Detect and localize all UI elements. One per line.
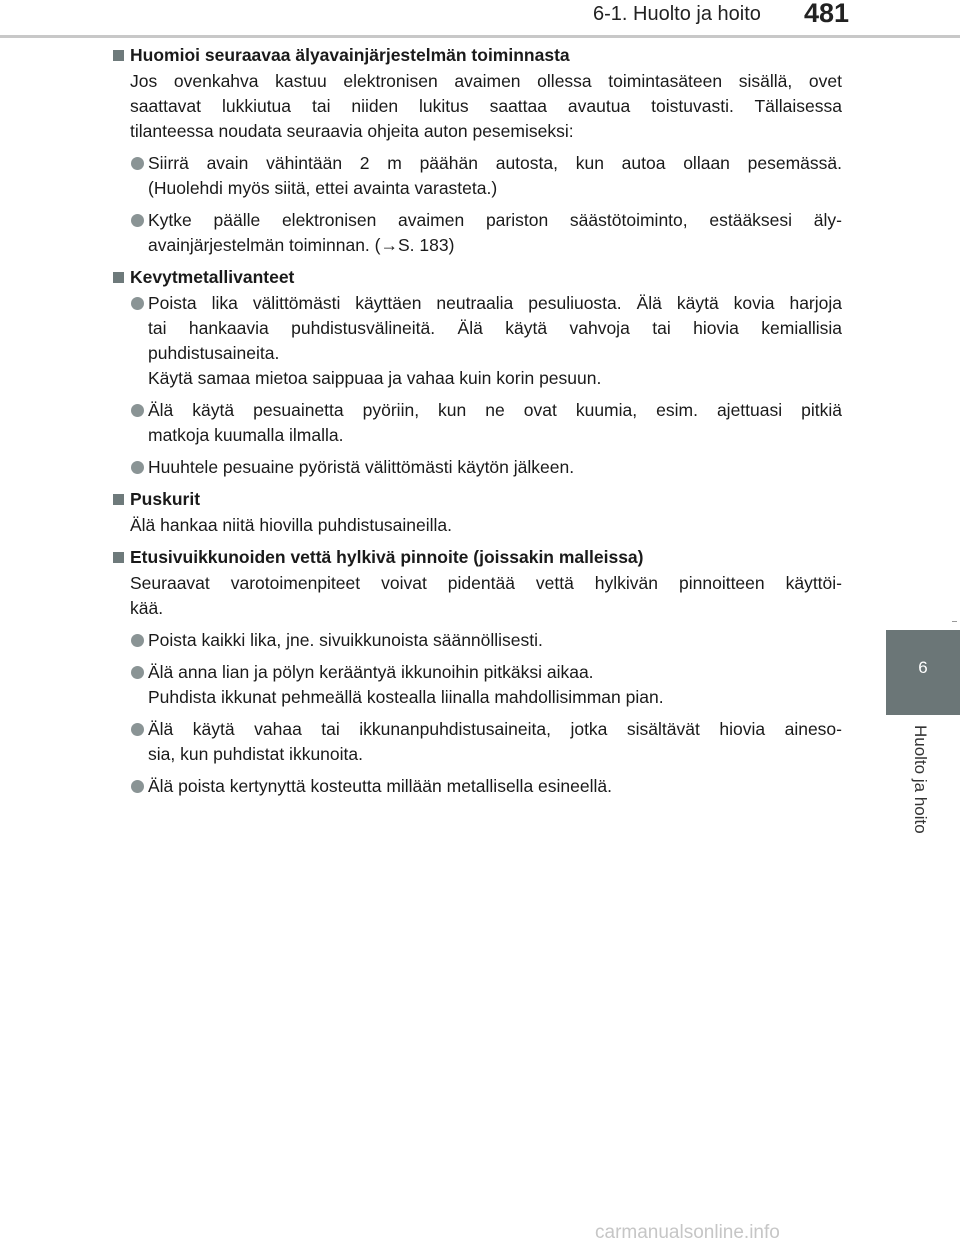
paragraph bbox=[130, 513, 842, 538]
section-heading bbox=[112, 43, 842, 68]
list-item bbox=[130, 208, 842, 258]
text-line: (Huolehdi myös siitä, ettei avainta varasteta.) bbox=[148, 178, 498, 198]
page-content bbox=[112, 43, 842, 806]
text-line: Poista kaikki lika, jne. sivuikkunoista säännöllisesti. bbox=[148, 630, 543, 650]
text-line: Älä käytä vahaa tai ikkunanpuhdistusaineita, jotka sisältävät hiovia aineso- bbox=[148, 719, 842, 739]
section-heading bbox=[112, 545, 842, 570]
paragraph bbox=[130, 571, 842, 621]
list-item bbox=[130, 628, 842, 653]
text-line: Älä hankaa niitä hiovilla puhdistusaineilla. bbox=[130, 515, 453, 535]
text-line: matkoja kuumalla ilmalla. bbox=[148, 425, 344, 445]
text-line: sia, kun puhdistat ikkunoita. bbox=[148, 744, 363, 764]
bullet-icon bbox=[131, 634, 144, 647]
bullet-icon bbox=[131, 157, 144, 170]
text-line: Jos ovenkahva kastuu elektronisen avaimen ollessa toimintasäteen sisällä, ovet bbox=[130, 71, 842, 91]
heading-text: Huomioi seuraavaa älyavainjärjestelmän toiminnasta bbox=[130, 45, 570, 65]
chapter-label: Huolto ja hoito bbox=[911, 725, 930, 834]
text-line: Siirrä avain vähintään 2 m päähän autosta, kun autoa ollaan pesemässä. bbox=[148, 153, 842, 173]
list-item bbox=[130, 398, 842, 448]
text-line: Käytä samaa mietoa saippuaa ja vahaa kuin korin pesuun. bbox=[148, 368, 602, 388]
list-item bbox=[130, 660, 842, 710]
side-tick-mark bbox=[952, 621, 957, 622]
chapter-number: 6 bbox=[918, 658, 928, 677]
heading-square-icon bbox=[113, 50, 124, 61]
text-line: tai hankaavia puhdistusvälineitä. Älä käytä vahvoja tai hiovia kemiallisia bbox=[148, 318, 842, 338]
text-line: Seuraavat varotoimenpiteet voivat pidentää vettä hylkivän pinnoitteen käyttöi- bbox=[130, 573, 842, 593]
header-divider bbox=[0, 35, 960, 38]
text-line: Huuhtele pesuaine pyöristä välittömästi käytön jälkeen. bbox=[148, 457, 575, 477]
heading-square-icon bbox=[113, 552, 124, 563]
text-line: tilanteessa noudata seuraavia ohjeita auton pesemiseksi: bbox=[130, 121, 574, 141]
paragraph bbox=[130, 69, 842, 144]
watermark-text: carmanualsonline.info bbox=[595, 1222, 780, 1243]
text-line: Älä käytä pesuainetta pyöriin, kun ne ovat kuumia, esim. ajettuasi pitkiä bbox=[148, 400, 842, 420]
bullet-icon bbox=[131, 297, 144, 310]
text-line: Älä anna lian ja pölyn kerääntyä ikkunoihin pitkäksi aikaa. bbox=[148, 662, 594, 682]
header-section-title: 6-1. Huolto ja hoito bbox=[593, 3, 761, 25]
list-item bbox=[130, 151, 842, 201]
text-line: kää. bbox=[130, 598, 164, 618]
list-item bbox=[130, 774, 842, 799]
text-line: Poista lika välittömästi käyttäen neutraalia pesuliuosta. Älä käytä kovia harjoja bbox=[148, 293, 842, 313]
list-item bbox=[130, 291, 842, 391]
text-line: avainjärjestelmän toiminnan. (→S. 183) bbox=[148, 235, 455, 255]
page-number: 481 bbox=[804, 0, 850, 28]
bullet-icon bbox=[131, 404, 144, 417]
list-item bbox=[130, 717, 842, 767]
heading-square-icon bbox=[113, 272, 124, 283]
text-line: Puhdista ikkunat pehmeällä kostealla liinalla mahdollisimman pian. bbox=[148, 687, 664, 707]
heading-square-icon bbox=[113, 494, 124, 505]
text-line: puhdistusaineita. bbox=[148, 343, 280, 363]
bullet-icon bbox=[131, 723, 144, 736]
section-heading bbox=[112, 487, 842, 512]
bullet-icon bbox=[131, 461, 144, 474]
list-item bbox=[130, 455, 842, 480]
bullet-icon bbox=[131, 214, 144, 227]
chapter-tab bbox=[886, 630, 960, 715]
heading-text: Puskurit bbox=[130, 489, 201, 509]
heading-text: Kevytmetallivanteet bbox=[130, 267, 295, 287]
text-line: Kytke päälle elektronisen avaimen pariston säästötoiminto, estääksesi äly- bbox=[148, 210, 842, 230]
section-heading bbox=[112, 265, 842, 290]
heading-text: Etusivuikkunoiden vettä hylkivä pinnoite (joissakin malleissa) bbox=[130, 547, 644, 567]
bullet-icon bbox=[131, 666, 144, 679]
text-line: saattavat lukkiutua tai niiden lukitus saattaa avautua toistuvasti. Tällaisessa bbox=[130, 96, 842, 116]
text-line: Älä poista kertynyttä kosteutta millään metallisella esineellä. bbox=[148, 776, 612, 796]
bullet-icon bbox=[131, 780, 144, 793]
